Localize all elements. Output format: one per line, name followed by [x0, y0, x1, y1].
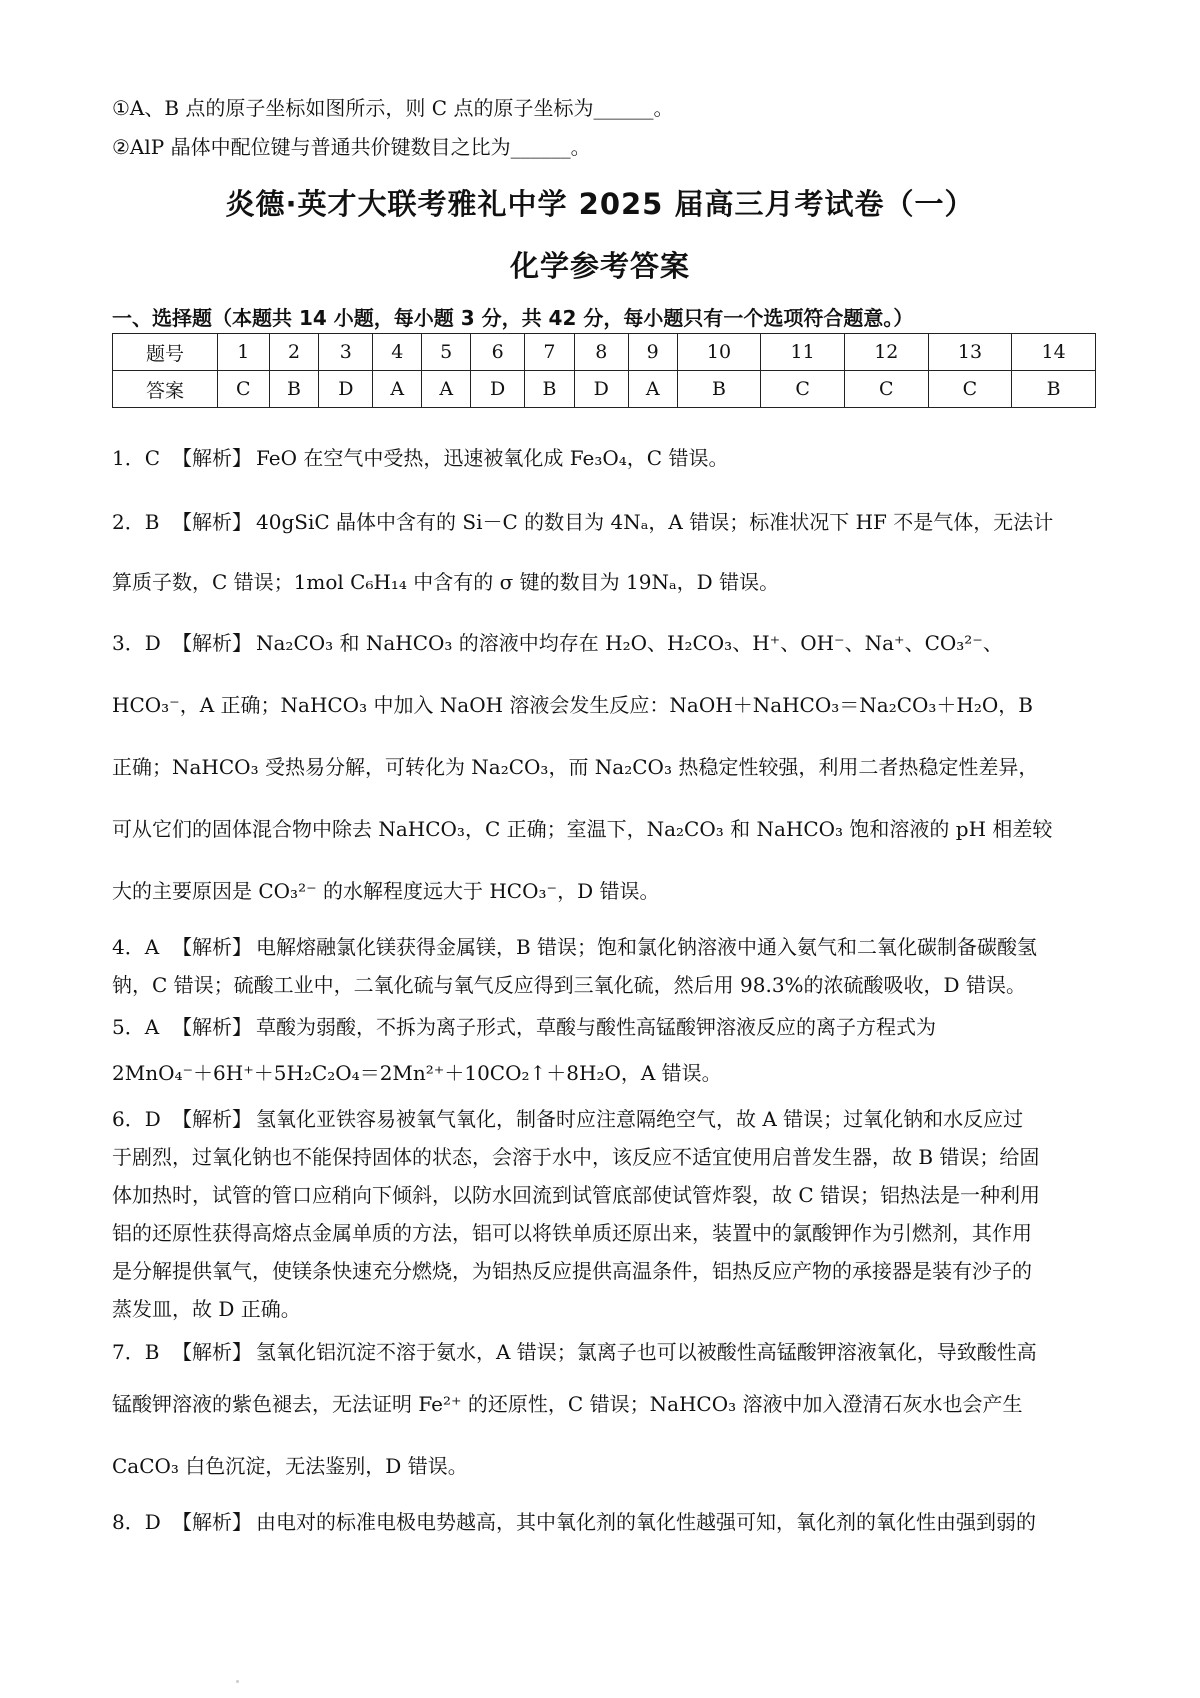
- table-cell: B: [269, 371, 319, 408]
- explanation-text: HCO₃⁻，A 正确；NaHCO₃ 中加入 NaOH 溶液会发生反应：NaOH＋NaHCO₃＝Na₂CO₃＋H₂O，B: [112, 693, 1033, 717]
- explanation-text: 铝的还原性获得高熔点金属单质的方法，铝可以将铁单质还原出来，装置中的氯酸钾作为引燃剂，其作用: [112, 1221, 1032, 1245]
- explanation-2: [112, 492, 1100, 612]
- table-cell: B: [525, 371, 575, 408]
- explanation-text: 由电对的标准电极电势越高，其中氧化剂的氧化性越强可知，氧化剂的氧化性由强到弱的: [256, 1510, 1036, 1534]
- answer-table-row-answers: [113, 371, 1096, 408]
- explanation-number: 5．A: [112, 1015, 160, 1039]
- explanation-number: 4．A: [112, 935, 160, 959]
- explanation-7: [112, 1326, 1100, 1492]
- explanation-text: 氢氧化铝沉淀不溶于氨水，A 错误；氯离子也可以被酸性高锰酸钾溶液氧化，导致酸性高: [256, 1340, 1037, 1364]
- explanation-text: 钠，C 错误；硫酸工业中，二氧化硫与氧气反应得到三氧化硫，然后用 98.3%的浓硫酸吸收，D 错误。: [112, 973, 1026, 997]
- explanation-text: 40gSiC 晶体中含有的 Si－C 的数目为 4Nₐ，A 错误；标准状况下 HF 不是气体，无法计: [256, 510, 1054, 534]
- table-cell: A: [422, 371, 471, 408]
- explanation-tag: 【解析】: [172, 510, 252, 534]
- explanation-text: 蒸发皿，故 D 正确。: [112, 1297, 301, 1321]
- table-cell: 3: [319, 334, 373, 371]
- table-header-question: 题号: [113, 334, 218, 371]
- explanation-text: 是分解提供氧气，使镁条快速充分燃烧，为铝热反应提供高温条件，铝热反应产物的承接器是装有沙子的: [112, 1259, 1032, 1283]
- table-cell: B: [1012, 371, 1096, 408]
- page-subtitle: 化学参考答案: [509, 249, 690, 283]
- table-cell: 1: [218, 334, 270, 371]
- answer-table: [112, 333, 1096, 408]
- explanation-tag: 【解析】: [172, 631, 252, 655]
- table-header-answer: 答案: [113, 371, 218, 408]
- table-cell: 14: [1012, 334, 1096, 371]
- table-cell: C: [844, 371, 928, 408]
- table-cell: 13: [928, 334, 1012, 371]
- table-cell: C: [928, 371, 1012, 408]
- section-heading: 一、选择题（本题共 14 小题，每小题 3 分，共 42 分，每小题只有一个选项符合题意。）: [112, 306, 914, 330]
- table-cell: A: [628, 371, 677, 408]
- question-line-1: ①A、B 点的原子坐标如图所示，则 C 点的原子坐标为______。: [112, 96, 674, 120]
- explanation-text: FeO 在空气中受热，迅速被氧化成 Fe₃O₄，C 错误。: [256, 446, 729, 470]
- explanation-tag: 【解析】: [172, 1340, 252, 1364]
- explanation-5: [112, 1004, 1100, 1096]
- explanation-number: 6．D: [112, 1107, 161, 1131]
- table-cell: C: [761, 371, 845, 408]
- explanation-number: 3．D: [112, 631, 161, 655]
- explanation-text: CaCO₃ 白色沉淀，无法鉴别，D 错误。: [112, 1454, 468, 1478]
- explanation-number: 7．B: [112, 1340, 160, 1364]
- explanation-number: 2．B: [112, 510, 160, 534]
- question-line-2: ②AlP 晶体中配位键与普通共价键数目之比为______。: [112, 135, 591, 159]
- table-cell: 7: [525, 334, 575, 371]
- table-cell: B: [677, 371, 761, 408]
- explanation-number: 8．D: [112, 1510, 161, 1534]
- explanation-4: [112, 928, 1100, 1004]
- explanation-text: 锰酸钾溶液的紫色褪去，无法证明 Fe²⁺ 的还原性，C 错误；NaHCO₃ 溶液中加入澄清石灰水也会产生: [112, 1392, 1023, 1416]
- explanation-tag: 【解析】: [172, 1107, 252, 1131]
- table-cell: 6: [471, 334, 525, 371]
- scan-speck: [236, 1680, 239, 1683]
- explanation-text: 于剧烈，过氧化钠也不能保持固体的状态，会溶于水中，该反应不适宜使用启普发生器，故 B 错误；给固: [112, 1145, 1040, 1169]
- explanation-text: Na₂CO₃ 和 NaHCO₃ 的溶液中均存在 H₂O、H₂CO₃、H⁺、OH⁻、Na⁺、CO₃²⁻、: [256, 631, 1003, 655]
- explanation-text: 草酸为弱酸，不拆为离子形式，草酸与酸性高锰酸钾溶液反应的离子方程式为: [256, 1015, 936, 1039]
- explanation-number: 1．C: [112, 446, 161, 470]
- table-cell: A: [373, 371, 422, 408]
- table-cell: D: [574, 371, 628, 408]
- explanation-text: 体加热时，试管的管口应稍向下倾斜，以防水回流到试管底部使试管炸裂，故 C 错误；铝热法是一种利用: [112, 1183, 1041, 1207]
- explanation-tag: 【解析】: [172, 1015, 252, 1039]
- table-cell: C: [218, 371, 270, 408]
- explanation-text: 电解熔融氯化镁获得金属镁，B 错误；饱和氯化钠溶液中通入氨气和二氧化碳制备碳酸氢: [256, 935, 1038, 959]
- table-cell: 2: [269, 334, 319, 371]
- explanation-text: 2MnO₄⁻＋6H⁺＋5H₂C₂O₄＝2Mn²⁺＋10CO₂↑＋8H₂O，A 错误。: [112, 1061, 722, 1085]
- explanation-tag: 【解析】: [172, 1510, 252, 1534]
- explanation-8: [112, 1502, 1100, 1542]
- table-cell: 5: [422, 334, 471, 371]
- explanation-1: [112, 430, 1100, 486]
- table-cell: D: [319, 371, 373, 408]
- explanation-text: 正确；NaHCO₃ 受热易分解，可转化为 Na₂CO₃，而 Na₂CO₃ 热稳定性较强，利用二者热稳定性差异，: [112, 755, 1039, 779]
- table-cell: D: [471, 371, 525, 408]
- explanation-text: 算质子数，C 错误；1mol C₆H₁₄ 中含有的 σ 键的数目为 19Nₐ，D 错误。: [112, 570, 780, 594]
- table-cell: 4: [373, 334, 422, 371]
- explanation-6: [112, 1100, 1100, 1328]
- answer-table-row-questions: [113, 334, 1096, 371]
- table-cell: 12: [844, 334, 928, 371]
- explanation-text: 可从它们的固体混合物中除去 NaHCO₃，C 正确；室温下，Na₂CO₃ 和 NaHCO₃ 饱和溶液的 pH 相差较: [112, 817, 1053, 841]
- explanation-text: 大的主要原因是 CO₃²⁻ 的水解程度远大于 HCO₃⁻，D 错误。: [112, 879, 660, 903]
- explanation-3: [112, 612, 1100, 922]
- explanation-tag: 【解析】: [172, 935, 252, 959]
- explanation-tag: 【解析】: [172, 446, 252, 470]
- table-cell: 9: [628, 334, 677, 371]
- explanation-text: 氢氧化亚铁容易被氧气氧化，制备时应注意隔绝空气，故 A 错误；过氧化钠和水反应过: [256, 1107, 1024, 1131]
- table-cell: 8: [574, 334, 628, 371]
- table-cell: 10: [677, 334, 761, 371]
- table-cell: 11: [761, 334, 845, 371]
- page-title: 炎德·英才大联考雅礼中学 2025 届高三月考试卷（一）: [225, 187, 975, 221]
